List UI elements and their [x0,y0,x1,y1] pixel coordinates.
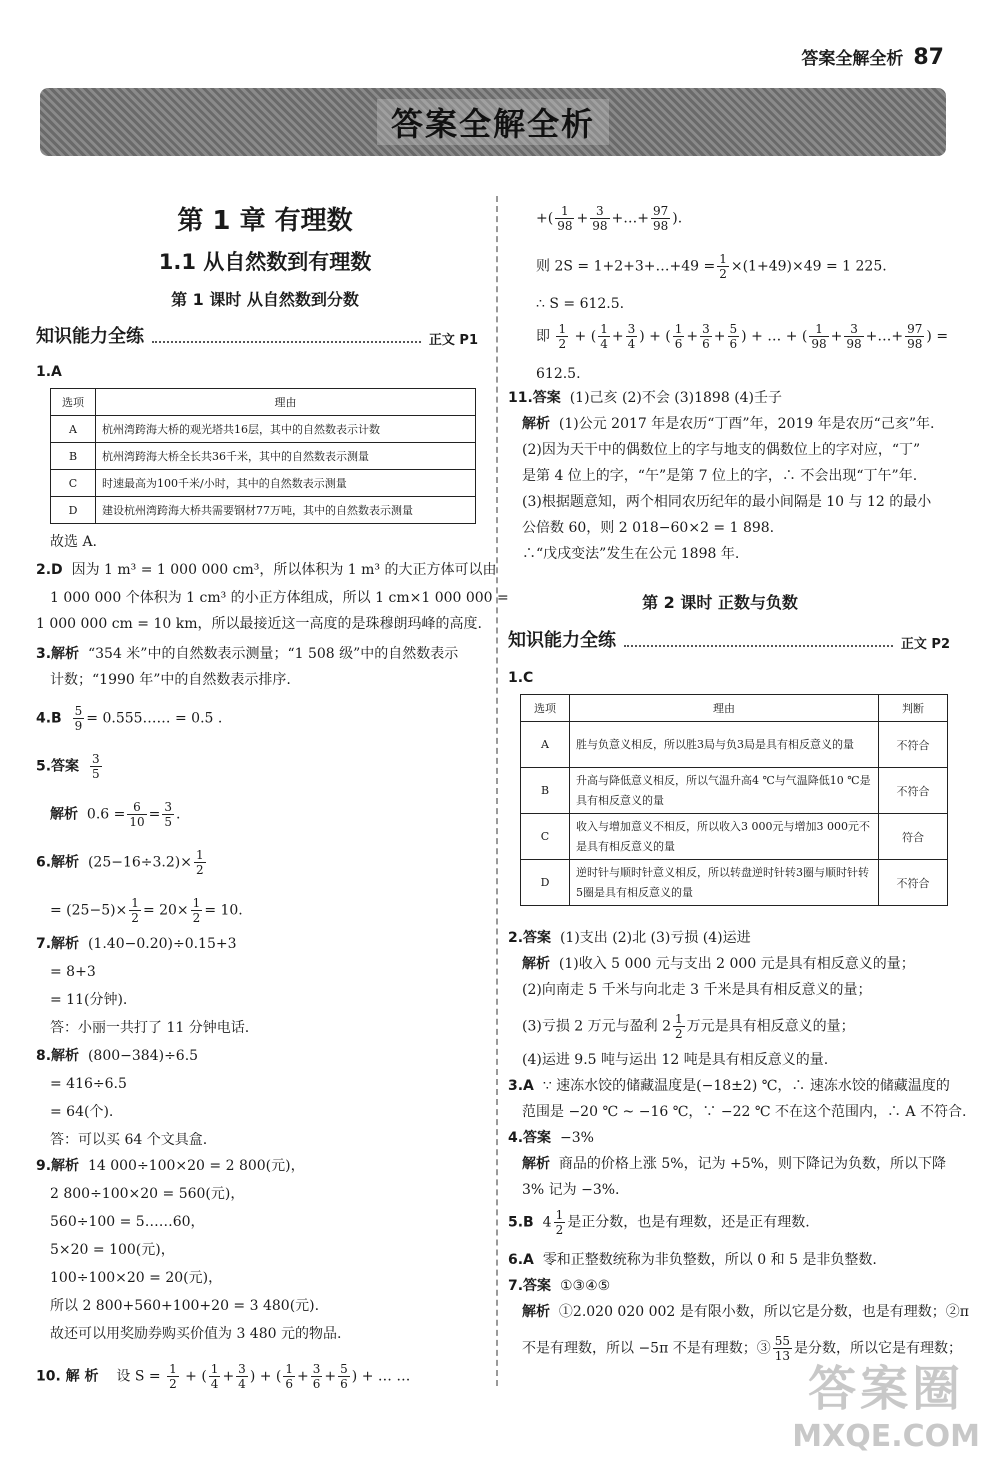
table-row: A 胜与负意义相反，所以胜3局与负3局是具有相反意义的量 不符合 [521,722,948,768]
fraction: $\frac{1}{2}$ [195,848,204,877]
q7-line: = 8+3 [50,964,96,980]
q11-line: 是第 4 位上的字，“午”是第 7 位上的字，∴ 不会出现“丁午”年. [522,468,918,484]
q10-continued: 则 2S = 1+2+3+…+49 = $\frac{1}{2}$ ×(1+49)×49 = 1 225. [536,252,887,281]
q3-line: 计数；“1990 年”中的自然数表示排序. [50,672,291,688]
sec-label: 知识能力全练 [36,326,144,347]
q11-line: 解析 (1)公元 2017 年是农历“丁酉”年，2019 年是农历“己亥”年. [522,416,935,432]
q9-line: 2 800÷100×20 = 560(元)， [50,1186,245,1202]
q11-line: 11.答案 (1)己亥 (2)不会 (3)1898 (4)壬子 [508,390,783,406]
watermark-logo: 答案圈 [808,1361,965,1417]
watermark-url: MXQE.COM [792,1419,980,1454]
q11-line: (3)根据题意知，两个相同农历纪年的最小间隔是 10 与 12 的最小 [522,494,932,510]
q5-line: 5.答案 $\frac{3}{5}$ [36,752,100,781]
q6-line: 6.解析 (25−16÷3.2)× $\frac{1}{2}$ [36,848,204,877]
section-label-1 [36,322,478,348]
fraction: $\frac{5}{9}$ [74,704,83,733]
chapter-title: 第 1 章 有理数 [177,206,353,236]
q7-line: 7.解析 (1.40−0.20)÷0.15+3 [36,936,237,952]
q9-line: 所以 2 800+560+100+20 = 3 480(元). [50,1298,320,1314]
q10-continued: 即 $\frac{1}{2}$ + ( $\frac{1}{4}$ + $\frac{3}{4}$ ) + ( $\frac{1}{6}$ + $\frac{3}{6}$ + $\frac{5}{6}$ ) + … + ( $\frac{1}{98}$ + $\frac{3}{98}$ +…+ $\frac{97}{98}$ ) = [536,322,949,351]
fraction: $\frac{1}{2}$ [131,896,139,925]
p5-line: 5.B 4 $\frac{1}{2}$ 是正分数，也是有理数，还是正有理数. [508,1208,810,1237]
q9-line: 100÷100×20 = 20(元)， [50,1270,223,1286]
section-label-2 [508,626,950,652]
q7-line: = 11(分钟). [50,992,128,1008]
q10-continued: ∴ S = 612.5. [536,296,625,312]
q9-line: 9.解析 14 000÷100×20 = 2 800(元)， [36,1158,305,1174]
p7-line: 解析 ①2.020 020 002 是有限小数，所以它是分数，也是有理数；②π [522,1304,969,1320]
q10-continued: 612.5. [536,366,581,382]
p2-line: (4)运进 9.5 吨与运出 12 吨是具有相反意义的量. [522,1052,829,1068]
q4-line: 4.B $\frac{5}{9}$ = 0.555…… = 0.5̇ . [36,704,223,733]
fraction: $\frac{6}{10}$ [129,800,145,829]
table-row: C 收入与增加意义不相反，所以收入3 000元与增加3 000元不是具有相反意义的量 符合 [521,814,948,860]
p4-line: 4.答案 −3% [508,1130,594,1146]
q10-line: 10. 解 析 设 S = $\frac{1}{2}$ + ( $\frac{1}{4}$ + $\frac{3}{4}$ ) + ( $\frac{1}{6}$ + $\frac{3}{6}$ + $\frac{5}{6}$ ) + … … [36,1362,411,1391]
table-row: D 逆时针与顺时针意义相反，所以转盘逆时针转3圈与顺时针转5圈是具有相反意义的量 不符合 [521,860,948,906]
q8-line: = 416÷6.5 [50,1076,127,1092]
p6-line: 6.A 零和正整数统称为非负整数，所以 0 和 5 是非负整数. [508,1252,877,1268]
p4-line: 解析 商品的价格上涨 5%，记为 +5%，则下降记为负数，所以下降 [522,1156,946,1172]
section-title: 1.1 从自然数到有理数 [158,250,372,274]
q3-line: 3.解析 “354 米”中的自然数表示测量；“1 508 级”中的自然数表示 [36,646,459,662]
q9-line: 560÷100 = 5……60， [50,1214,205,1230]
page-header [801,44,944,70]
banner-title: 答案全解全析 [377,99,609,145]
q1-answer: 1.A [36,364,62,380]
q8-line: 答：可以买 64 个文具盒. [50,1132,208,1148]
q10-continued: +( $\frac{1}{98}$ + $\frac{3}{98}$ +…+ $\frac{97}{98}$ ). [536,204,683,233]
table-row: D 建设杭州湾跨海大桥共需要钢材77万吨，其中的自然数表示测量 [51,497,476,524]
q11-line: 公倍数 60，则 2 018−60×2 = 1 898. [522,520,775,536]
page-ref-1: 正文 P1 [428,333,478,348]
q1-conclusion: 故选 A. [50,534,98,550]
leader-dots [624,645,893,647]
q11-line: ∴“戊戌变法”发生在公元 1898 年. [522,546,740,562]
p2-line: 解析 (1)收入 5 000 元与支出 2 000 元是具有相反意义的量； [522,956,915,972]
sec-label: 知识能力全练 [508,630,616,651]
column-divider [496,196,498,1386]
p3-line: 3.A ∵ 速冻水饺的储藏温度是(−18±2) ℃，∴ 速冻水饺的储藏温度的 [508,1078,950,1094]
p7-line: 7.答案 ①③④⑤ [508,1278,611,1294]
q11-line: (2)因为天干中的偶数位上的字与地支的偶数位上的字对应，“丁” [522,442,921,458]
table-row: A 杭州湾跨海大桥的观光塔共16层，其中的自然数表示计数 [51,416,476,443]
q8-line: = 64(个). [50,1104,114,1120]
reason-table-1 [50,388,476,524]
reason-table-2 [520,694,948,906]
table-row: B 杭州湾跨海大桥全长共36千米，其中的自然数表示测量 [51,443,476,470]
title-banner [40,88,946,156]
q2-line: 1 000 000 个体积为 1 cm³ 的小正方体组成，所以 1 cm×1 000 000 = [50,590,509,606]
q9-line: 故还可以用奖励券购买价值为 3 480 元的物品. [50,1326,342,1342]
p2-line: (3)亏损 2 万元与盈利 2 $\frac{1}{2}$ 万元是具有相反意义的量； [522,1012,855,1041]
leader-dots [152,341,421,343]
p7-line: 不是有理数，所以 −5π 不是有理数；③ $\frac{55}{13}$ 是分数，所以它是有理数； [522,1334,963,1363]
fraction: $\frac{3}{5}$ [91,752,100,781]
p4-line: 3% 记为 −3%. [522,1182,620,1198]
q2-line: 2.D 因为 1 m³ = 1 000 000 cm³，所以体积为 1 m³ 的大正方体可以由 [36,562,497,578]
table-row: C 时速最高为100千米/小时，其中的自然数表示测量 [51,470,476,497]
page-ref-2: 正文 P2 [900,637,950,652]
q6-line: = (25−5)× $\frac{1}{2}$ = 20× $\frac{1}{2}$ = 10. [50,896,243,925]
fraction: $\frac{1}{2}$ [192,896,201,925]
lesson-title-2: 第 2 课时 正数与负数 [642,593,798,612]
q2-line: 1 000 000 cm = 10 km，所以最接近这一高度的是珠穆朗玛峰的高度. [36,616,482,632]
table-header-row: 选项 理由 [51,389,476,416]
fraction: $\frac{3}{5}$ [164,800,173,829]
q9-line: 5×20 = 100(元)， [50,1242,175,1258]
q8-line: 8.解析 (800−384)÷6.5 [36,1048,199,1064]
table-header-row: 选项 理由 判断 [521,695,948,722]
header-title: 答案全解全析 [801,49,904,69]
p2-line: (2)向南走 5 千米与向北走 3 千米是具有相反意义的量； [522,982,872,998]
lesson-title-1: 第 1 课时 从自然数到分数 [171,290,359,309]
q7-line: 答：小丽一共打了 11 分钟电话. [50,1020,250,1036]
page-number: 87 [913,45,944,70]
table-row: B 升高与降低意义相反，所以气温升高4 ℃与气温降低10 ℃是具有相反意义的量 不符合 [521,768,948,814]
watermark [792,1350,980,1454]
p3-line: 范围是 −20 ℃ ~ −16 ℃，∵ −22 ℃ 不在这个范围内，∴ A 不符合. [522,1104,967,1120]
p1-answer: 1.C [508,670,534,686]
p2-line: 2.答案 (1)支出 (2)北 (3)亏损 (4)运进 [508,930,751,946]
q5-analysis: 解析 0.6 = $\frac{6}{10}$ = $\frac{3}{5}$ . [50,800,181,829]
